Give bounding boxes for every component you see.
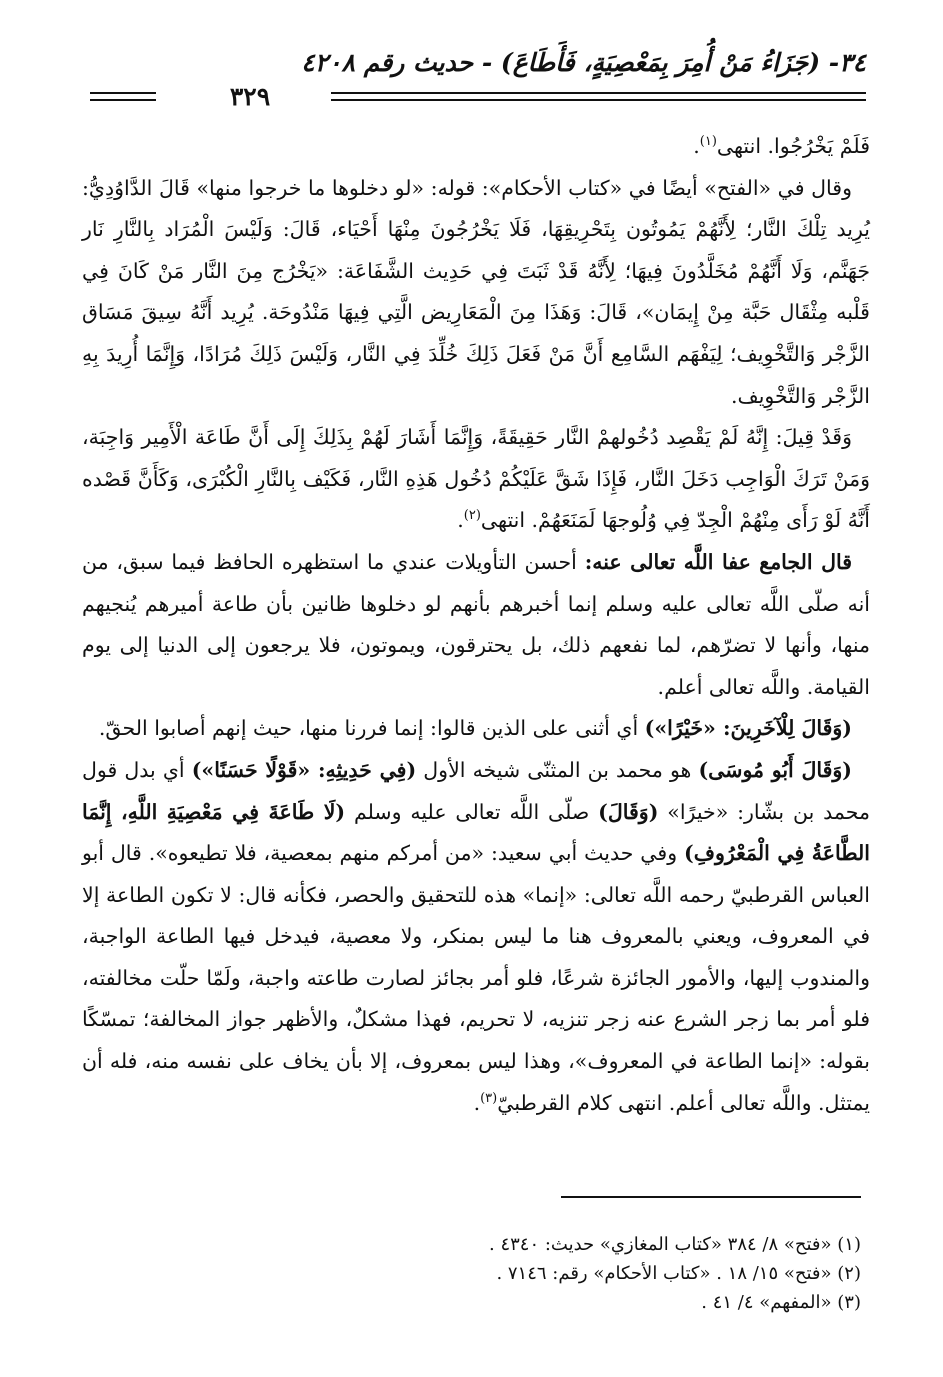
footnote-ref: (٢) xyxy=(463,508,481,524)
running-header xyxy=(90,48,866,77)
hadith-quote: (لَا طَاعَةَ فِي مَعْصِيَةِ اللَّهِ، إِنَّمَا الطَّاعَةُ فِي الْمَعْرُوفِ) xyxy=(82,799,870,866)
text: صلّى اللَّه تعالى عليه وسلم xyxy=(345,799,599,824)
header-double-rule xyxy=(331,92,866,101)
text: وفي حديث أبي سعيد: «من أمركم منهم بمعصية، فلا تطيعوه». قال أبو العباس القرطبيّ رحمه اللَّه تعالى: «إنما» هذه للتحقيق والحصر، فكأنه قال: لا تكون الطاعة إلا في المعروف، ويعني بالمعروف هنا ما ليس بمنكر، ولا معصية، فيدخل فيها الطاعة الواجبة، والمندوب إليها، والأمور الجائزة شرعًا، فلو أمر بجائز لصارت طاعته واجبة، ولَمّا حلّت مخالفته، فلو أمر بما زجر الشرع عنه زجر تنزيه، لا تحريم، فهذا مشكلٌ، والأظهر جواز المخالفة؛ تمسّكًا بقوله: «إنما الطاعة في المعروف»، وهذا ليس بمعروف، إلا بأن يخاف على نفسه منه، فله أن يمتثل. واللَّه تعالى أعلم. انتهى كلام القرطبيّ xyxy=(82,841,870,1115)
chapter-title: ٣٤- (جَزَاءُ مَنْ أُمِرَ بِمَعْصِيَةٍ، فَأَطَاعَ) - حديث رقم ٤٢٠٨ xyxy=(301,48,866,77)
author-note-lead: قال الجامع عفا اللَّه تعالى عنه: xyxy=(584,549,853,574)
paragraph xyxy=(82,708,870,750)
page-number: ٣٢٩ xyxy=(229,82,271,111)
footnote-ref: (١) xyxy=(699,134,717,150)
footnote-ref: (٣) xyxy=(480,1090,498,1106)
main-text xyxy=(82,126,870,1124)
paragraph xyxy=(82,542,870,708)
footnotes xyxy=(73,1230,861,1317)
header-double-rule-short xyxy=(90,92,156,101)
footnote: (١) «فتح» ٨/ ٣٨٤ «كتاب المغازي» حديث: ٤٣٤٠ . xyxy=(489,1234,861,1255)
text: أحسن التأويلات عندي ما استظهره الحافظ فيما سبق، من أنه صلّى اللَّه تعالى عليه وسلم إنما أخبرهم بأنهم لو دخلوها ظانين بأن طاعة أميرهم يُنجيهم منها، وأنها لا تضرّهم، لما نفعهم ذلك، بل يحترقون، ويموتون، فلا يرجعون إلى الدنيا إلى يوم القيامة. واللَّه تعالى أعلم. xyxy=(82,549,870,699)
footnote: (٣) «المفهم» ٤/ ٤١ . xyxy=(701,1292,861,1313)
hadith-quote: (وَقَالَ أَبُو مُوسَى) xyxy=(698,757,853,782)
text: وَقَدْ قِيلَ: إِنَّهُ لَمْ يَقْصِد دُخُولهمْ النَّار حَقِيقَةً، وَإِنَّمَا أَشَارَ لَهُمْ بِذَلِكَ إِلَى أَنَّ طَاعَة الْأَمِير وَاجِبَة، وَمَنْ تَرَكَ الْوَاجِب دَخَلَ النَّار، فَإِذَا شَقَّ عَلَيْكُمْ دُخُول هَذِهِ النَّار، فَكَيْف بِالنَّارِ الْكُبْرَى، وَكَأَنَّ قَصْده أَنَّهُ لَوْ رَأَى مِنْهُمْ الْجِدّ فِي وُلُوجهَا لَمَنَعَهُمْ. انتهى xyxy=(82,425,870,533)
hadith-quote: (وَقَالَ) xyxy=(598,799,659,824)
text: فَلَمْ يَخْرُجُوا. انتهى xyxy=(716,134,870,158)
paragraph: وَقَدْ قِيلَ: إِنَّهُ لَمْ يَقْصِد دُخُولهمْ النَّار حَقِيقَةً، وَإِنَّمَا أَشَارَ لَهُمْ بِذَلِكَ إِلَى أَنَّ طَاعَة الْأَمِير وَاجِبَة، وَمَنْ تَرَكَ الْوَاجِب دَخَلَ النَّار، فَإِذَا شَقَّ عَلَيْكُمْ دُخُول هَذِهِ النَّار، فَكَيْف بِالنَّارِ الْكُبْرَى، وَكَأَنَّ قَصْده أَنَّهُ لَوْ رَأَى مِنْهُمْ الْجِدّ فِي وُلُوجهَا لَمَنَعَهُمْ. انتهى$^{(٢)}$. xyxy=(82,425,870,533)
paragraph: وقال في «الفتح» أيضًا في «كتاب الأحكام»: قوله: «لو دخلوها ما خرجوا منها» قَالَ الدَّاوُدِيُّ: يُرِيد تِلْكَ النَّار؛ لِأَنَّهُمْ يَمُوتُون بِتَحْرِيقِهَا، فَلَا يَخْرُجُونَ مِنْهَا أَحْيَاء، قَالَ: وَلَيْسَ الْمُرَاد بِالنَّارِ نَار جَهَنَّم، وَلَا أَنَّهُمْ مُخَلَّدُونَ فِيهَا؛ لِأَنَّهُ قَدْ ثَبَتَ فِي حَدِيث الشَّفَاعَة: «يَخْرُج مِنَ النَّار مَنْ كَانَ فِي قَلْبه مِثْقَال حَبَّة مِنْ إِيمَان»، قَالَ: وَهَذَا مِنَ الْمَعَارِيض الَّتِي فِيهَا مَنْدُوحَة. يُرِيد أَنَّهُ سِيقَ مَسَاق الزَّجْر وَالتَّخْوِيف؛ لِيَفْهَم السَّامِع أَنَّ مَنْ فَعَلَ ذَلِكَ خُلِّدَ فِي النَّار، وَلَيْسَ ذَلِكَ مُرَادًا، وَإِنَّمَا أُرِيدَ بِهِ الزَّجْر وَالتَّخْوِيف. xyxy=(82,175,870,408)
footnote: (٢) «فتح» ١٥/ ١٨ . «كتاب الأحكام» رقم: ٧١٤٦ . xyxy=(496,1263,861,1284)
text: هو محمد بن المثنّى شيخه الأول xyxy=(416,757,699,782)
text: أي أثنى على الذين قالوا: إنما فررنا منها، حيث إنهم أصابوا الحقّ. xyxy=(98,716,645,741)
footnote-divider xyxy=(561,1196,861,1198)
text: أي بدل قول محمد بن بشّار: «خيرًا» xyxy=(82,757,870,824)
paragraph: فَلَمْ يَخْرُجُوا. انتهى$^{(١)}$. xyxy=(693,134,870,158)
hadith-quote: (وَقَالَ لِلْآخَرِينَ: «خَيْرًا») xyxy=(644,716,852,741)
paragraph: (وَقَالَ أَبُو مُوسَى) هو محمد بن المثنّى شيخه الأول (فِي حَدِيثِهِ: «قَوْلًا حَسَنًا») أي بدل قول محمد بن بشّار: «خيرًا» (وَقَالَ) صلّى اللَّه تعالى عليه وسلم (لَا طَاعَةَ فِي مَعْصِيَةِ اللَّهِ، إِنَّمَا الطَّاعَةُ فِي الْمَعْرُوفِ) وفي حديث أبي سعيد: «من أمركم منهم بمعصية، فلا تطيعوه». قال أبو العباس القرطبيّ رحمه اللَّه تعالى: «إنما» هذه للتحقيق والحصر، فكأنه قال: لا تكون الطاعة إلا في المعروف، ويعني بالمعروف هنا ما ليس بمنكر، ولا معصية، فيدخل فيها الطاعة الواجبة، والمندوب إليها، والأمور الجائزة شرعًا، فلو أمر بجائز لصارت طاعته واجبة، ولَمّا حلّت مخالفته، فلو أمر بما زجر الشرع عنه زجر تنزيه، لا تحريم، فهذا مشكلٌ، والأظهر جواز المخالفة؛ تمسّكًا بقوله: «إنما الطاعة في المعروف»، وهذا ليس بمعروف، إلا بأن يخاف على نفسه منه، فله أن يمتثل. واللَّه تعالى أعلم. انتهى كلام القرطبيّ$^{(٣)}$. xyxy=(82,757,870,1115)
page-number-bar xyxy=(90,82,866,112)
hadith-quote: (فِي حَدِيثِهِ: «قَوْلًا حَسَنًا») xyxy=(191,757,417,782)
